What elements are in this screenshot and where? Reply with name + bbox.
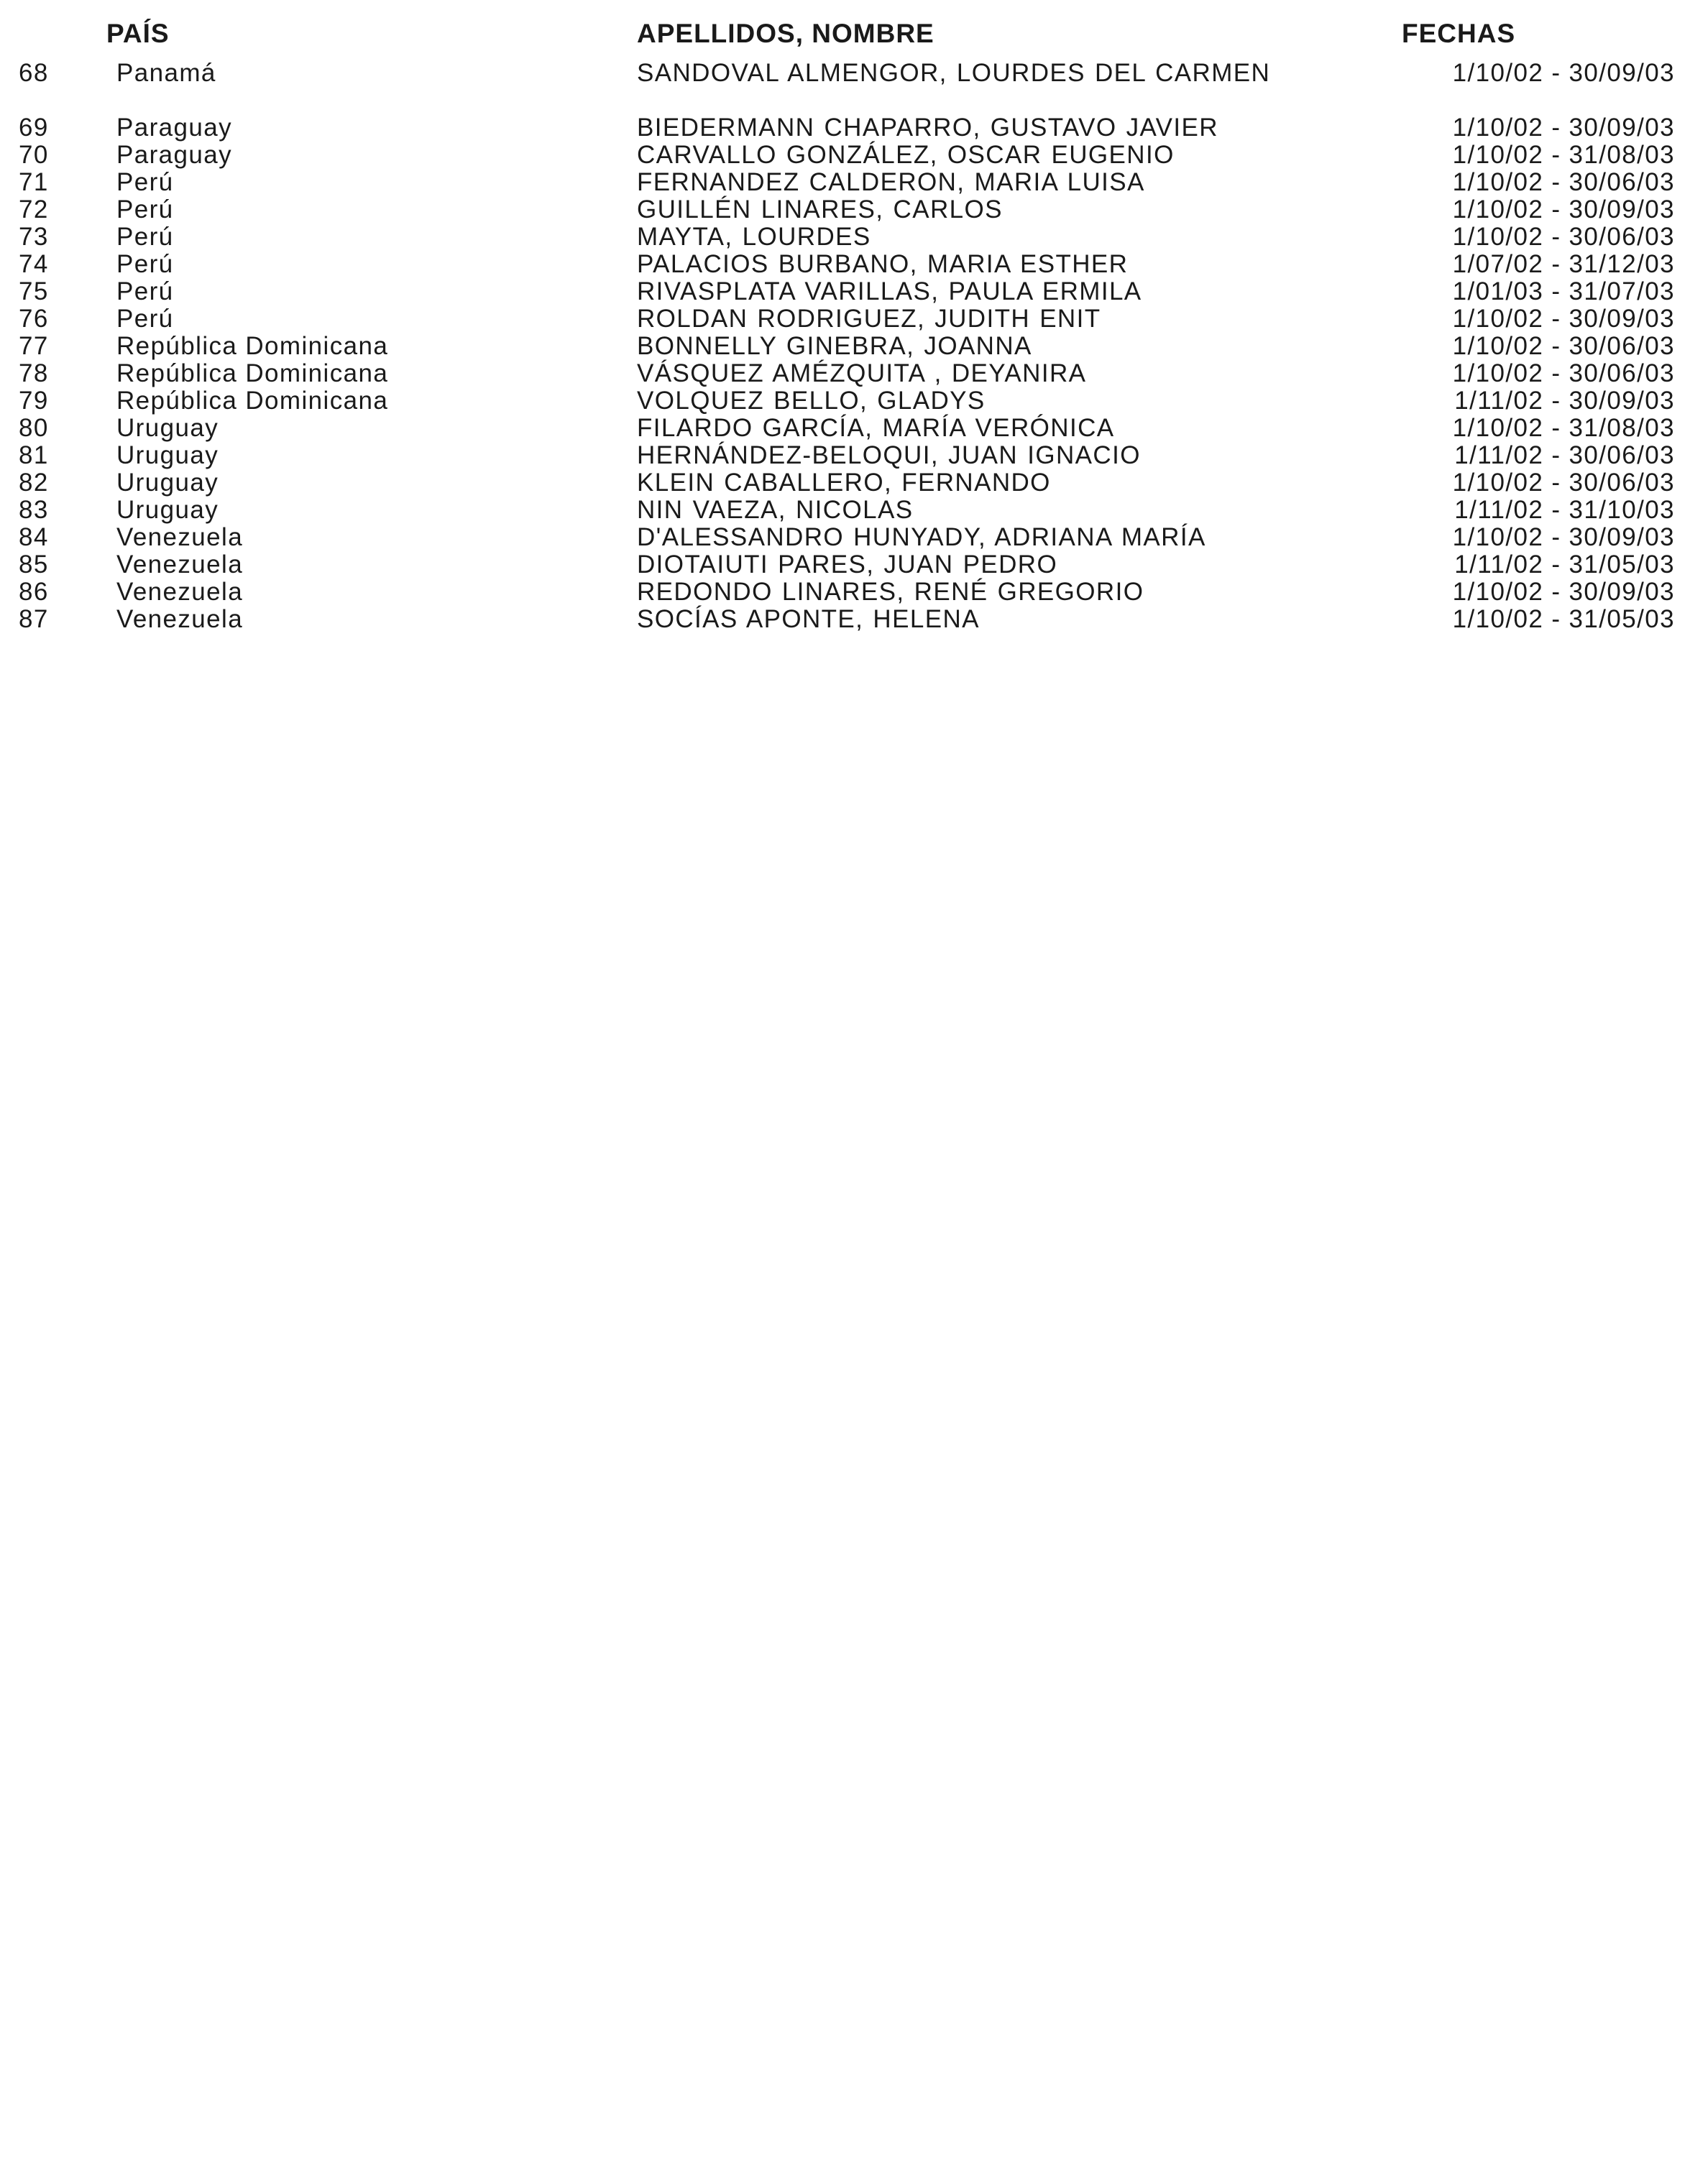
table-row (0, 415, 1690, 442)
row-dates: 1/10/02 - 31/08/03 (1452, 414, 1675, 442)
row-dates: 1/10/02 - 30/09/03 (1452, 305, 1675, 333)
row-dates: 1/10/02 - 30/09/03 (1452, 523, 1675, 551)
row-dates: 1/10/02 - 30/09/03 (1452, 114, 1675, 142)
row-name: VÁSQUEZ AMÉZQUITA , DEYANIRA (637, 359, 1087, 387)
row-dates: 1/11/02 - 30/06/03 (1454, 441, 1675, 469)
row-country: República Dominicana (116, 387, 389, 415)
row-name: BIEDERMANN CHAPARRO, GUSTAVO JAVIER (637, 114, 1218, 142)
table-row (0, 333, 1690, 360)
table-row (0, 196, 1690, 224)
table-row (0, 224, 1690, 251)
row-name: PALACIOS BURBANO, MARIA ESTHER (637, 250, 1129, 278)
row-country: Paraguay (116, 141, 233, 169)
table-row (0, 442, 1690, 469)
row-name: FILARDO GARCÍA, MARÍA VERÓNICA (637, 414, 1115, 442)
row-country: Perú (116, 195, 174, 224)
row-number: 73 (19, 223, 49, 251)
row-name: SANDOVAL ALMENGOR, LOURDES DEL CARMEN (637, 59, 1271, 87)
row-dates: 1/10/02 - 31/05/03 (1452, 605, 1675, 633)
row-dates: 1/10/02 - 30/09/03 (1452, 578, 1675, 606)
row-country: Uruguay (116, 441, 219, 469)
row-number: 79 (19, 387, 49, 415)
row-country: Venezuela (116, 523, 244, 551)
table-row (0, 142, 1690, 169)
table-row (0, 251, 1690, 278)
header-fechas: FECHAS (1402, 19, 1516, 48)
row-dates: 1/11/02 - 31/05/03 (1454, 550, 1675, 579)
row-number: 69 (19, 114, 49, 142)
row-number: 81 (19, 441, 49, 469)
row-name: RIVASPLATA VARILLAS, PAULA ERMILA (637, 277, 1142, 305)
row-country: Venezuela (116, 605, 244, 633)
row-name: GUILLÉN LINARES, CARLOS (637, 195, 1003, 224)
table-row (0, 60, 1690, 114)
table-row (0, 387, 1690, 415)
row-dates: 1/10/02 - 31/08/03 (1452, 141, 1675, 169)
row-country: Perú (116, 250, 174, 278)
row-number: 85 (19, 550, 49, 579)
row-dates: 1/10/02 - 30/09/03 (1452, 59, 1675, 87)
table-row (0, 606, 1690, 633)
row-country: Venezuela (116, 578, 244, 606)
row-name: BONNELLY GINEBRA, JOANNA (637, 332, 1032, 360)
table-row (0, 305, 1690, 333)
row-name: REDONDO LINARES, RENÉ GREGORIO (637, 578, 1144, 606)
row-name: D'ALESSANDRO HUNYADY, ADRIANA MARÍA (637, 523, 1206, 551)
row-country: Venezuela (116, 550, 244, 579)
row-dates: 1/10/02 - 30/06/03 (1452, 469, 1675, 497)
row-number: 71 (19, 168, 49, 196)
row-number: 84 (19, 523, 49, 551)
row-country: Perú (116, 277, 174, 305)
row-country: Paraguay (116, 114, 233, 142)
row-dates: 1/10/02 - 30/06/03 (1452, 332, 1675, 360)
row-dates: 1/10/02 - 30/06/03 (1452, 223, 1675, 251)
row-name: FERNANDEZ CALDERON, MARIA LUISA (637, 168, 1145, 196)
row-number: 75 (19, 277, 49, 305)
table-row (0, 169, 1690, 196)
row-dates: 1/10/02 - 30/06/03 (1452, 359, 1675, 387)
table-row (0, 551, 1690, 579)
row-number: 77 (19, 332, 49, 360)
header-pais: PAÍS (106, 19, 170, 48)
row-country: República Dominicana (116, 359, 389, 387)
table-row (0, 469, 1690, 497)
row-dates: 1/11/02 - 31/10/03 (1454, 496, 1675, 524)
row-name: CARVALLO GONZÁLEZ, OSCAR EUGENIO (637, 141, 1175, 169)
row-name: VOLQUEZ BELLO, GLADYS (637, 387, 986, 415)
row-dates: 1/07/02 - 31/12/03 (1452, 250, 1675, 278)
row-country: Uruguay (116, 414, 219, 442)
row-name: ROLDAN RODRIGUEZ, JUDITH ENIT (637, 305, 1101, 333)
row-number: 87 (19, 605, 49, 633)
table-row (0, 579, 1690, 606)
row-dates: 1/11/02 - 30/09/03 (1454, 387, 1675, 415)
row-number: 82 (19, 469, 49, 497)
row-number: 68 (19, 59, 49, 87)
table-row (0, 524, 1690, 551)
row-name: SOCÍAS APONTE, HELENA (637, 605, 980, 633)
row-country: Panamá (116, 59, 216, 87)
row-number: 72 (19, 195, 49, 224)
row-dates: 1/10/02 - 30/09/03 (1452, 195, 1675, 224)
table-row (0, 114, 1690, 142)
row-number: 76 (19, 305, 49, 333)
row-country: Uruguay (116, 469, 219, 497)
row-country: Perú (116, 168, 174, 196)
row-number: 80 (19, 414, 49, 442)
row-name: NIN VAEZA, NICOLAS (637, 496, 914, 524)
row-dates: 1/10/02 - 30/06/03 (1452, 168, 1675, 196)
row-number: 83 (19, 496, 49, 524)
row-name: KLEIN CABALLERO, FERNANDO (637, 469, 1051, 497)
row-number: 74 (19, 250, 49, 278)
row-number: 86 (19, 578, 49, 606)
row-name: HERNÁNDEZ-BELOQUI, JUAN IGNACIO (637, 441, 1141, 469)
table-row (0, 278, 1690, 305)
row-number: 70 (19, 141, 49, 169)
table-body (0, 60, 1690, 633)
row-dates: 1/01/03 - 31/07/03 (1452, 277, 1675, 305)
header-nombre: APELLIDOS, NOMBRE (637, 19, 934, 48)
table-header (0, 16, 1690, 52)
row-number: 78 (19, 359, 49, 387)
row-country: Perú (116, 223, 174, 251)
row-name: MAYTA, LOURDES (637, 223, 871, 251)
row-country: República Dominicana (116, 332, 389, 360)
table-row (0, 497, 1690, 524)
row-name: DIOTAIUTI PARES, JUAN PEDRO (637, 550, 1058, 579)
row-country: Perú (116, 305, 174, 333)
table-row (0, 360, 1690, 387)
row-country: Uruguay (116, 496, 219, 524)
